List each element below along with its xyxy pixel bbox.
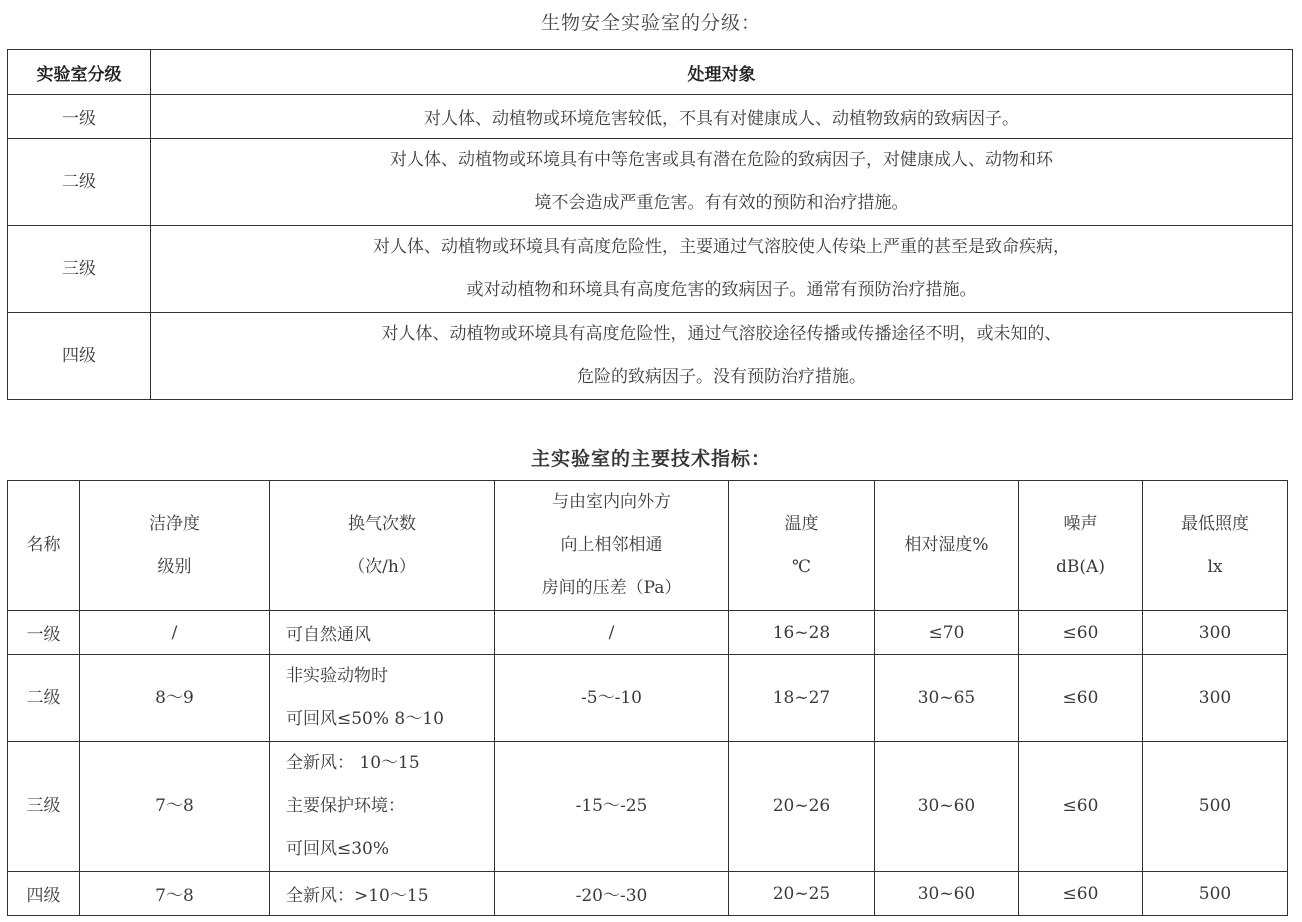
noise-cell: ≤60 xyxy=(1019,655,1143,742)
description-line: 境不会造成严重危害。有有效的预防和治疗措施。 xyxy=(534,193,909,213)
table-header-row xyxy=(8,481,1288,611)
header-lab-level: 实验室分级 xyxy=(8,50,151,95)
temperature-cell: 18~27 xyxy=(729,655,875,742)
header-line: dB(A) xyxy=(1056,556,1105,577)
header-temperature xyxy=(729,481,875,611)
header-line: 噪声 xyxy=(1063,513,1098,534)
table-row xyxy=(8,95,1293,139)
air-changes-cell xyxy=(270,655,495,742)
cleanliness-cell: 7～8 xyxy=(80,872,270,916)
header-noise xyxy=(1019,481,1143,611)
description-line: 对人体、动植物或环境具有中等危害或具有潜在危险的致病因子，对健康成人、动物和环 xyxy=(390,150,1053,170)
header-line: （次/h） xyxy=(348,556,416,577)
description-line: 对人体、动植物或环境具有高度危险性，通过气溶胶途径传播或传播途径不明，或未知的、 xyxy=(381,324,1062,344)
air-changes-cell xyxy=(270,742,495,872)
illuminance-cell: 300 xyxy=(1143,611,1288,655)
temperature-cell: 20~26 xyxy=(729,742,875,872)
cleanliness-cell: 7～8 xyxy=(80,742,270,872)
name-cell: 二级 xyxy=(8,655,80,742)
header-min-illuminance xyxy=(1143,481,1288,611)
humidity-cell: 30~60 xyxy=(875,872,1019,916)
table-row xyxy=(8,226,1293,313)
humidity-cell: 30~60 xyxy=(875,742,1019,872)
air-line: 主要保护环境： xyxy=(286,796,405,816)
noise-cell: ≤60 xyxy=(1019,742,1143,872)
table-row xyxy=(8,139,1293,226)
table-header-row xyxy=(8,50,1293,95)
header-name xyxy=(8,481,80,611)
pressure-cell: -20～-30 xyxy=(495,872,729,916)
header-line: 换气次数 xyxy=(348,513,416,534)
noise-cell: ≤60 xyxy=(1019,872,1143,916)
name-cell: 三级 xyxy=(8,742,80,872)
header-line: ℃ xyxy=(791,556,812,577)
air-line: 可回风≤30% xyxy=(286,839,390,859)
cleanliness-cell: / xyxy=(80,611,270,655)
air-changes-cell xyxy=(270,611,495,655)
header-target: 处理对象 xyxy=(151,50,1293,95)
header-line: 与由室内向外方 xyxy=(552,492,671,512)
cleanliness-cell: 8～9 xyxy=(80,655,270,742)
header-humidity xyxy=(875,481,1019,611)
air-line: 可自然通风 xyxy=(286,625,371,645)
illuminance-cell: 500 xyxy=(1143,872,1288,916)
air-line: 非实验动物时 xyxy=(286,666,388,686)
header-line: 洁净度 xyxy=(149,513,200,534)
temperature-cell: 16~28 xyxy=(729,611,875,655)
header-line: 最低照度 xyxy=(1181,513,1249,534)
description-cell xyxy=(151,313,1293,400)
header-pressure-difference xyxy=(495,481,729,611)
illuminance-cell: 500 xyxy=(1143,742,1288,872)
description-line: 危险的致病因子。没有预防治疗措施。 xyxy=(577,367,866,387)
tech-spec-table xyxy=(7,480,1288,916)
name-cell: 四级 xyxy=(8,872,80,916)
level-cell: 一级 xyxy=(8,95,151,139)
table-row xyxy=(8,872,1288,916)
header-line: 温度 xyxy=(784,513,819,534)
description-line: 对人体、动植物或环境危害较低，不具有对健康成人、动植物致病的致病因子。 xyxy=(424,109,1019,129)
header-line: 名称 xyxy=(26,535,61,555)
pressure-cell: -15～-25 xyxy=(495,742,729,872)
pressure-cell: / xyxy=(495,611,729,655)
illuminance-cell: 300 xyxy=(1143,655,1288,742)
section-title-lab-levels: 生物安全实验室的分级： xyxy=(540,12,761,34)
humidity-cell: ≤70 xyxy=(875,611,1019,655)
header-cleanliness xyxy=(80,481,270,611)
level-cell: 三级 xyxy=(8,226,151,313)
name-cell: 一级 xyxy=(8,611,80,655)
pressure-cell: -5～-10 xyxy=(495,655,729,742)
table-row xyxy=(8,655,1288,742)
air-line: 全新风：>10～15 xyxy=(286,886,429,906)
section-title-tech-specs: 主实验室的主要技术指标： xyxy=(530,448,771,470)
air-line: 全新风： 10～15 xyxy=(286,753,420,773)
table-row xyxy=(8,742,1288,872)
description-cell xyxy=(151,139,1293,226)
table-row xyxy=(8,313,1293,400)
header-line: 向上相邻相通 xyxy=(560,535,663,555)
header-line: lx xyxy=(1207,556,1223,577)
air-changes-cell xyxy=(270,872,495,916)
description-line: 对人体、动植物或环境具有高度危险性，主要通过气溶胶使人传染上严重的甚至是致命疾病， xyxy=(373,237,1070,257)
header-line: 房间的压差（Pa） xyxy=(541,578,682,598)
description-cell xyxy=(151,95,1293,139)
level-cell: 四级 xyxy=(8,313,151,400)
noise-cell: ≤60 xyxy=(1019,611,1143,655)
air-line: 可回风≤50% 8～10 xyxy=(286,709,444,729)
temperature-cell: 20~25 xyxy=(729,872,875,916)
lab-level-table xyxy=(7,49,1293,400)
header-air-changes xyxy=(270,481,495,611)
humidity-cell: 30~65 xyxy=(875,655,1019,742)
description-line: 或对动植物和环境具有高度危害的致病因子。通常有预防治疗措施。 xyxy=(466,280,977,300)
header-line: 相对湿度% xyxy=(904,535,989,555)
table-row xyxy=(8,611,1288,655)
level-cell: 二级 xyxy=(8,139,151,226)
header-line: 级别 xyxy=(157,556,192,577)
description-cell xyxy=(151,226,1293,313)
